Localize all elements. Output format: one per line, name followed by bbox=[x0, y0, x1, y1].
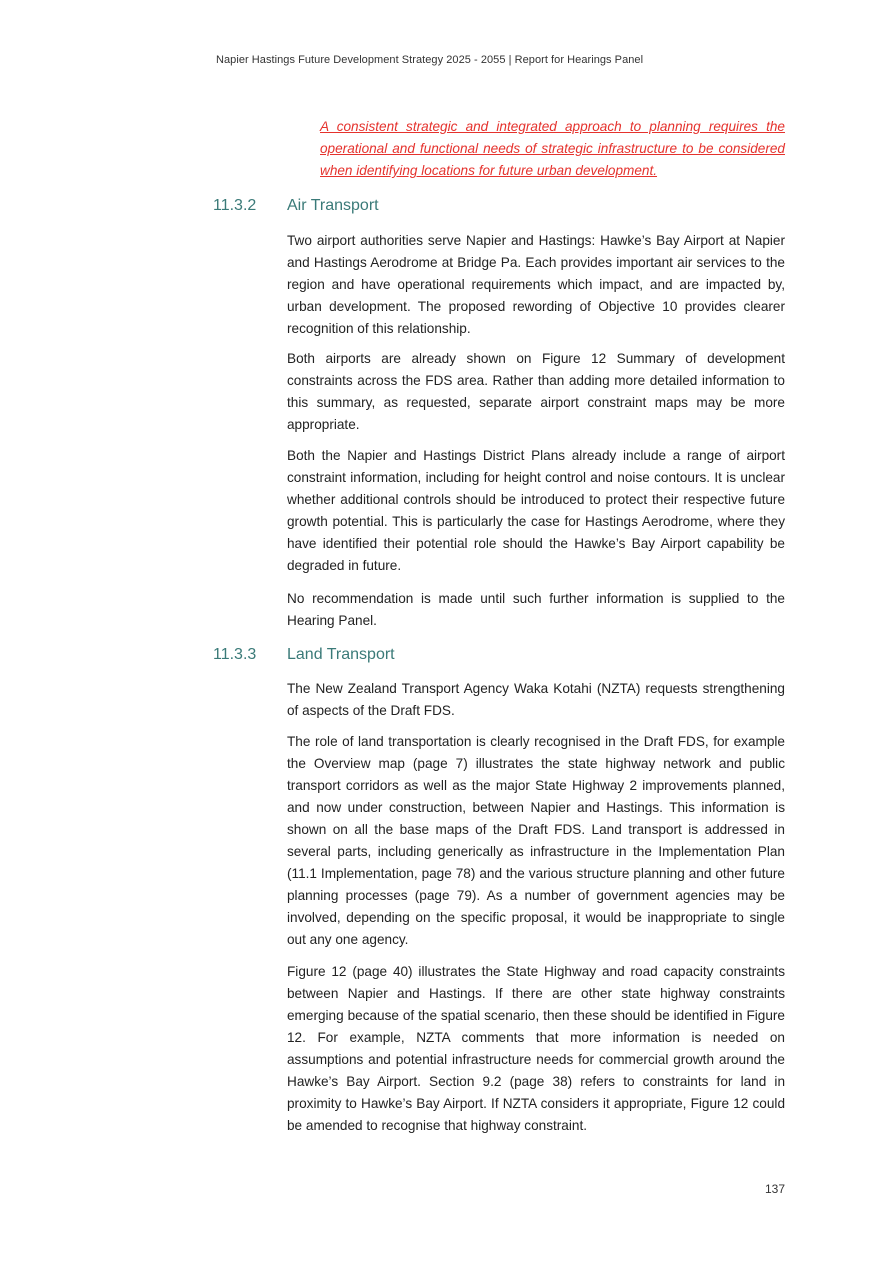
land-transport-para-1-block bbox=[287, 678, 785, 722]
air-transport-para-2-block bbox=[287, 348, 785, 436]
section-number-air-transport: 11.3.2 bbox=[213, 197, 257, 214]
paragraph: Two airport authorities serve Napier and Hastings: Hawke’s Bay Airport at Napier and Hastings Aerodrome at Bridge Pa. Each provides important air services to the region and have operational requirements which impact, and are impacted by, urban development. The proposed rewording of Objective 10 provides clearer recognition of this relationship. bbox=[287, 233, 785, 336]
paragraph: Both airports are already shown on Figure 12 Summary of development constraints across the FDS area. Rather than adding more detailed information to this summary, as requested, separate airport constraint maps may be more appropriate. bbox=[287, 351, 785, 432]
amendment-text: A consistent strategic and integrated approach to planning requires the operational and functional needs of strategic infrastructure to be considered when identifying locations for future urban development. bbox=[320, 119, 785, 178]
paragraph: No recommendation is made until such further information is supplied to the Hearing Panel. bbox=[287, 591, 785, 628]
running-header: Napier Hastings Future Development Strategy 2025 - 2055 | Report for Hearings Panel bbox=[216, 54, 644, 66]
air-transport-para-1-block bbox=[287, 230, 785, 340]
section-number-land-transport: 11.3.3 bbox=[213, 646, 257, 663]
land-transport-para-3-block bbox=[287, 961, 785, 1137]
air-transport-para-4-block bbox=[287, 588, 785, 632]
paragraph: The New Zealand Transport Agency Waka Kotahi (NZTA) requests strengthening of aspects of the Draft FDS. bbox=[287, 681, 785, 718]
section-title-air-transport: Air Transport bbox=[287, 197, 379, 214]
paragraph: Figure 12 (page 40) illustrates the State Highway and road capacity constraints between Napier and Hastings. If there are other state highway constraints emerging because of the spatial scenario, then these should be identified in Figure 12. For example, NZTA comments that more information is needed on assumptions and potential infrastructure needs for commercial growth around the Hawke’s Bay Airport. Section 9.2 (page 38) refers to constraints for land in proximity to Hawke’s Bay Airport. If NZTA considers it appropriate, Figure 12 could be amended to recognise that highway constraint. bbox=[287, 964, 785, 1133]
paragraph: The role of land transportation is clearly recognised in the Draft FDS, for example the Overview map (page 7) illustrates the state highway network and public transport corridors as well as the major State Highway 2 improvements planned, and now under construction, between Napier and Hastings. This information is shown on all the base maps of the Draft FDS. Land transport is addressed in several parts, including generically as infrastructure in the Implementation Plan (11.1 Implementation, page 78) and the various structure planning and other future planning processes (page 79). As a number of government agencies may be involved, depending on the specific proposal, it would be inappropriate to single out any one agency. bbox=[287, 734, 785, 947]
land-transport-para-2-block bbox=[287, 731, 785, 951]
paragraph: Both the Napier and Hastings District Plans already include a range of airport constraint information, including for height control and noise contours. It is unclear whether additional controls should be introduced to protect their respective future growth potential. This is particularly the case for Hastings Aerodrome, where they have identified their potential role should the Hawke’s Bay Airport capability be degraded in future. bbox=[287, 448, 785, 573]
page-number: 137 bbox=[765, 1182, 786, 1196]
section-title-land-transport: Land Transport bbox=[287, 646, 395, 663]
air-transport-para-3-block bbox=[287, 445, 785, 577]
